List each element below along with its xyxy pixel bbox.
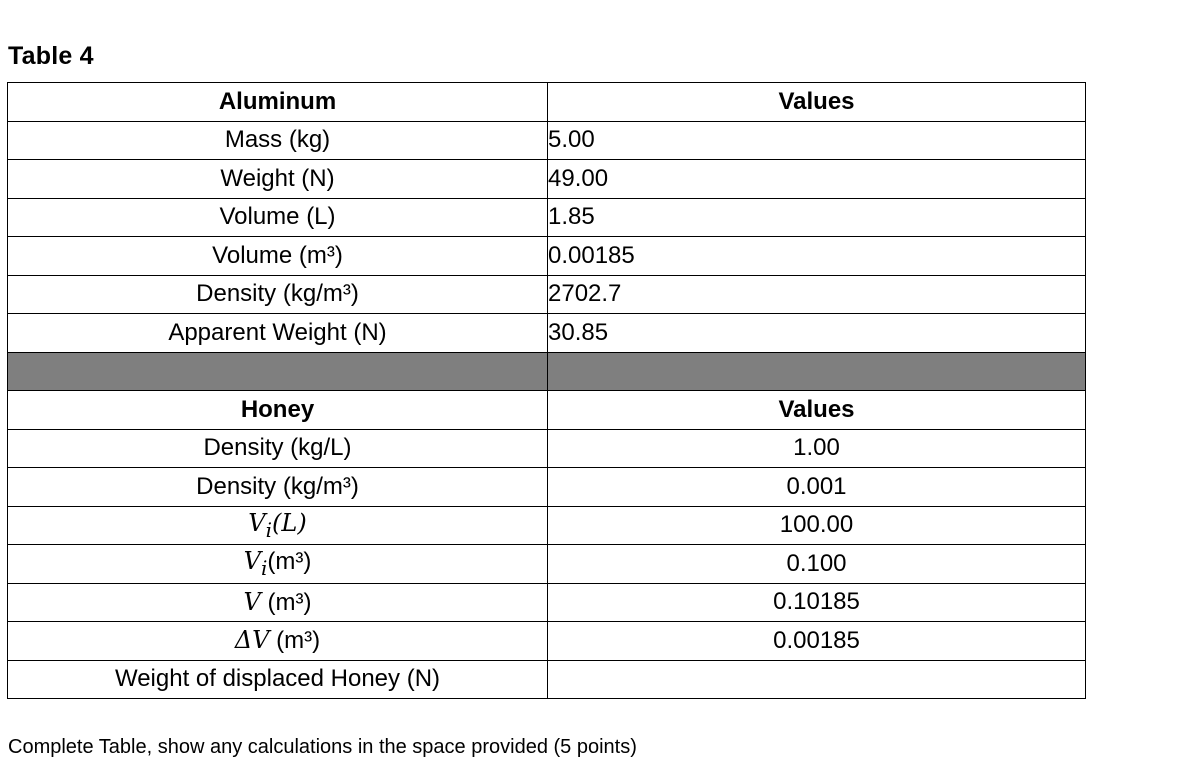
row-label: Mass (kg) <box>8 121 548 160</box>
table-row <box>8 545 1086 584</box>
row-label: Density (kg/m³) <box>8 275 548 314</box>
row-value[interactable]: 30.85 <box>548 314 1086 353</box>
aluminum-header: Aluminum <box>8 83 548 122</box>
table-row <box>8 121 1086 160</box>
row-value[interactable]: 0.00185 <box>548 237 1086 276</box>
row-value[interactable]: 0.001 <box>548 468 1086 507</box>
row-label <box>8 622 548 661</box>
label-variable: V <box>243 587 261 616</box>
table-row <box>8 660 1086 699</box>
label-variable: V <box>243 547 261 576</box>
table-row <box>8 583 1086 622</box>
table-row <box>8 622 1086 661</box>
row-label: Apparent Weight (N) <box>8 314 548 353</box>
table-row <box>8 314 1086 353</box>
row-label: Density (kg/L) <box>8 429 548 468</box>
table-row <box>8 160 1086 199</box>
table-row <box>8 237 1086 276</box>
table-row <box>8 468 1086 507</box>
instructions-footer: Complete Table, show any calculations in the space provided (5 points) <box>8 736 637 758</box>
table-row <box>8 391 1086 430</box>
honey-header: Honey <box>8 391 548 430</box>
table-row <box>8 506 1086 545</box>
data-table <box>7 82 1086 699</box>
row-value[interactable]: 0.00185 <box>548 622 1086 661</box>
row-value[interactable]: 0.100 <box>548 545 1086 584</box>
label-unit: (m³) <box>267 548 312 576</box>
label-subscript: i <box>260 556 268 581</box>
row-value-empty[interactable] <box>548 660 1086 699</box>
label-unit: (m³) <box>260 588 312 616</box>
aluminum-values-header: Values <box>548 83 1086 122</box>
label-unit: (L) <box>272 508 307 537</box>
table-title: Table 4 <box>8 42 94 70</box>
row-label: Volume (m³) <box>8 237 548 276</box>
label-variable: ΔV <box>234 626 270 655</box>
row-label <box>8 545 548 584</box>
row-label: Weight (N) <box>8 160 548 199</box>
separator-cell <box>548 352 1086 391</box>
label-unit: (m³) <box>269 627 321 655</box>
table-row <box>8 275 1086 314</box>
separator-cell <box>8 352 548 391</box>
table-row <box>8 429 1086 468</box>
row-value[interactable]: 100.00 <box>548 506 1086 545</box>
row-value[interactable]: 5.00 <box>548 121 1086 160</box>
table-row <box>8 83 1086 122</box>
label-subscript: i <box>265 517 273 542</box>
row-label: Weight of displaced Honey (N) <box>8 660 548 699</box>
row-value[interactable]: 1.00 <box>548 429 1086 468</box>
row-label <box>8 506 548 545</box>
row-label <box>8 583 548 622</box>
row-label: Volume (L) <box>8 198 548 237</box>
honey-values-header: Values <box>548 391 1086 430</box>
row-value[interactable]: 1.85 <box>548 198 1086 237</box>
row-value[interactable]: 0.10185 <box>548 583 1086 622</box>
row-value[interactable]: 2702.7 <box>548 275 1086 314</box>
separator-row <box>8 352 1086 391</box>
label-variable: V <box>248 508 266 537</box>
row-value[interactable]: 49.00 <box>548 160 1086 199</box>
row-label: Density (kg/m³) <box>8 468 548 507</box>
table-row <box>8 198 1086 237</box>
